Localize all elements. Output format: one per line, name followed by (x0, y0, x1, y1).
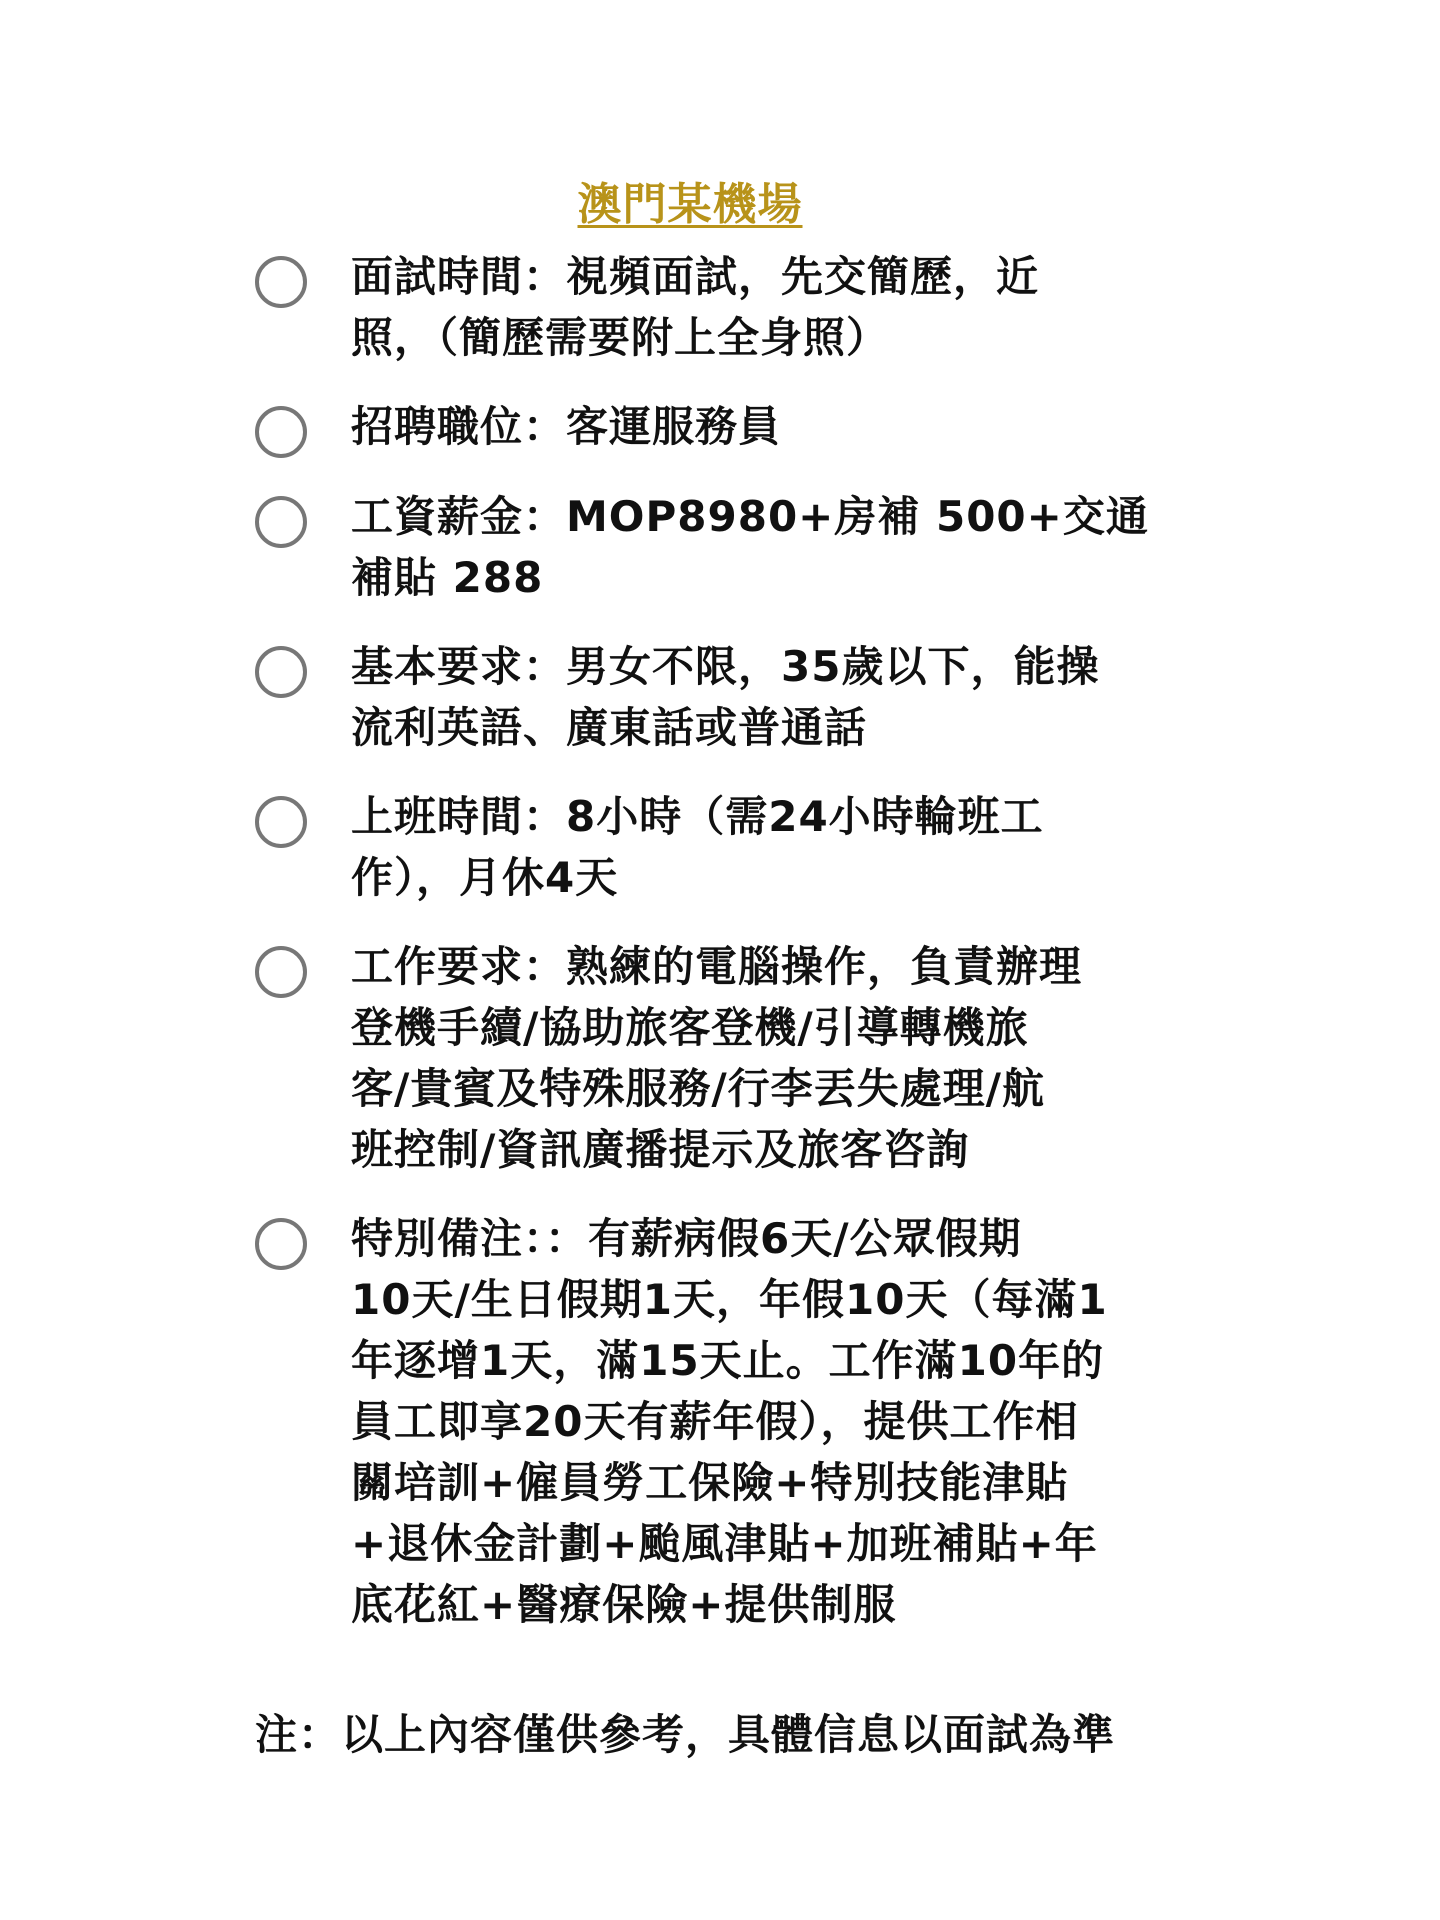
list-item-working-hours (255, 792, 1235, 908)
list-item-text: 上班時間：8小時（需24小時輪班工 作），月休4天 (351, 792, 1044, 902)
list-item-special-notes (255, 1214, 1235, 1635)
radio-circle-icon[interactable] (255, 646, 307, 698)
list-item-text: 特別備注：：有薪病假6天/公眾假期 10天/生日假期1天，年假10天（每滿1 年逐增1天，滿15天止。工作滿10年的 員工即享20天有薪年假），提供工作相 關培訓+僱員勞工保險+特別技能津貼 +退休金計劃+颱風津貼+加班補貼+年 底花紅+醫療保險+提供制服 (351, 1214, 1108, 1629)
list-item-text: 招聘職位：客運服務員 (351, 402, 782, 451)
radio-circle-icon[interactable] (255, 796, 307, 848)
job-details-list (255, 252, 1235, 1673)
list-item-salary (255, 492, 1235, 608)
list-item-position (255, 402, 1235, 458)
radio-circle-icon[interactable] (255, 496, 307, 548)
radio-circle-icon[interactable] (255, 946, 307, 998)
radio-circle-icon[interactable] (255, 1218, 307, 1270)
list-item-text: 工作要求：熟練的電腦操作，負責辦理 登機手續/協助旅客登機/引導轉機旅 客/貴賓及特殊服務/行李丟失處理/航 班控制/資訊廣播提示及旅客咨詢 (351, 942, 1083, 1174)
list-item-text: 基本要求：男女不限，35歲以下，能操 流利英語、廣東話或普通話 (351, 642, 1100, 752)
list-item-text: 面試時間：視頻面試，先交簡歷，近 照，（簡歷需要附上全身照） (351, 252, 1040, 362)
list-item-interview-time (255, 252, 1235, 368)
page-title: 澳門某機場 (577, 179, 803, 230)
disclaimer-note: 注：以上內容僅供參考，具體信息以面試為準 (255, 1710, 1116, 1759)
list-item-text: 工資薪金：MOP8980+房補 500+交通 補貼 288 (351, 492, 1149, 602)
radio-circle-icon[interactable] (255, 406, 307, 458)
list-item-job-duties (255, 942, 1235, 1180)
radio-circle-icon[interactable] (255, 256, 307, 308)
list-item-requirements (255, 642, 1235, 758)
